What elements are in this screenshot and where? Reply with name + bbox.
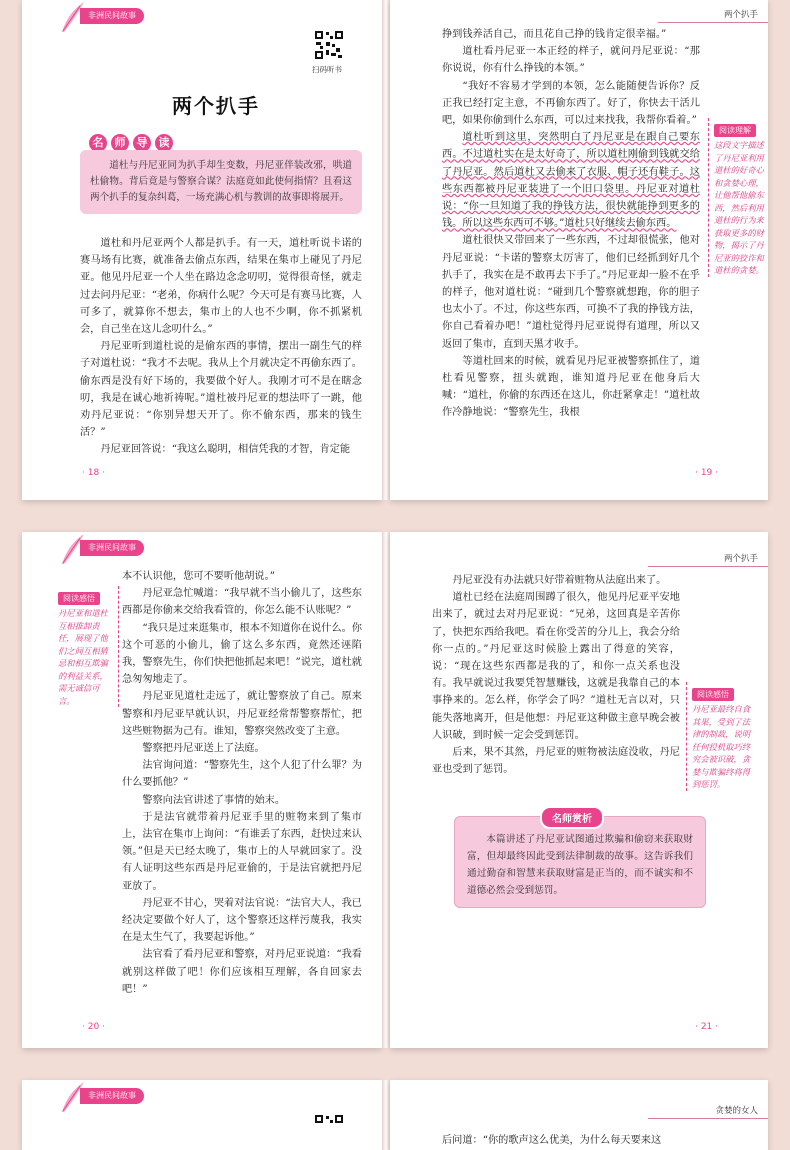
page-22-partial: [22, 1080, 382, 1150]
underlined-text: 道杜听到这里，突然明白了丹尼亚是在跟自己要东西。不过道杜实在是太好奇了，所以道杜刚偷到钱就交给了丹尼亚。然后道杜又去偷来了衣服、帽子还有鞋子。这些东西都被丹尼亚装进了一个旧口袋里。丹尼亚对道杜说：“你一旦知道了我的挣钱方法，很快就能挣到更多的钱。所以这些东西可不够。”道杜只好继续去偷东西。: [442, 132, 700, 230]
page-21-body: [432, 572, 680, 778]
page-number: · 19 ·: [695, 468, 718, 478]
page-number: · 18 ·: [82, 468, 105, 478]
chapter-header: 两个扒手: [658, 8, 768, 23]
qr-label: 扫码听书: [312, 65, 342, 74]
paragraph: 后来，果不其然，丹尼亚的赃物被法庭没收，丹尼亚也受到了惩罚。: [432, 747, 680, 776]
chapter-header: 贪婪的女人: [648, 1104, 768, 1119]
page-18: [22, 0, 382, 500]
page-number: · 21 ·: [695, 1022, 718, 1032]
side-note-text: 这段文字描述了丹尼亚利用道杜的好奇心和贪婪心理，让他帮他偷东西，然后利用道杜的行为来获取更多的财物，揭示了丹尼亚的狡诈和道杜的贪婪。: [714, 140, 764, 275]
side-note-text: 丹尼亚和道杜互相推卸责任，展现了他们之间互相猜忌和相互欺骗的利益关系，需无诚信可言。: [58, 608, 108, 706]
story-title: 两个扒手: [172, 94, 260, 118]
qr-code[interactable]: [314, 30, 344, 60]
side-note-label: 阅读理解: [714, 124, 756, 137]
paragraph: 道杜已经在法庭周围蹲了很久，他见丹尼亚平安地出来了，就过去对丹尼亚说：“兄弟，这回真是辛苦你了，快把东西给我吧。看在你受苦的分儿上，我会分给你一点的。”丹尼亚这时候脸上露出了得意的笑容，说：“现在这些东西都是我的了，和你一点关系也没有。我早就说过我要凭智慧赚钱，这就是我靠自己的本事挣来的。怎么样，你学会了吗？”道杜无言以对，只能失落地离开，但是他想：丹尼亚这种做主意早晚会被人识破，到时候一定会受到惩罚。: [432, 592, 680, 741]
intro-text: 道杜与丹尼亚同为扒手却生变数，丹尼亚伴装改邪，哄道杜偷物。背后竟是与警察合谋？法庭竟如此使何指情？且看这两个扒手的复杂纠葛，一场充满心机与教训的故事即将展开。: [90, 160, 352, 203]
paragraph: 丹尼亚不甘心，哭着对法官说：“法官大人，我已经决定要做个好人了，这个警察还这样污蔑我，我实在是太生气了，我要起诉他。”: [122, 897, 362, 944]
paragraph: 丹尼亚见道杜走远了，就让警察放了自己。原来警察和丹尼亚早就认识，丹尼亚经常帮警察帮忙，把这些赃物据为己有。谁知，警察突然改变了主意。: [122, 691, 362, 737]
paragraph: “我好不容易才学到的本领，怎么能随便告诉你？反正我已经打定主意，不再偷东西了。好了，你快去干活儿吧，如果你偷到什么东西，可以过来找我，我帮你看着。”: [442, 80, 700, 127]
paragraph: 警察向法官讲述了事情的始末。: [142, 794, 286, 806]
badge-char: 师: [110, 133, 130, 153]
paragraph: 于是法官就带着丹尼亚手里的赃物来到了集市上，法官在集市上询问：“有谁丢了东西，赶快过来认领。”但是天已经太晚了，集市上的人早就回家了。没有人证明这些东西是丹尼亚偷的，于是法官就把丹尼亚放了。: [122, 811, 362, 892]
paragraph: 等道杜回来的时候，就看见丹尼亚被警察抓住了，道杜看见警察，扭头就跑，谁知道丹尼亚在他身后大喊：“道杜，你偷的东西还在这儿，你赶紧拿走！”道杜故作冷静地说：“警察先生，我根: [442, 355, 700, 419]
side-note: [708, 118, 766, 277]
page-23-partial: [390, 1080, 768, 1150]
paragraph: 道杜看丹尼亚一本正经的样子，就问丹尼亚说：“那你说说，你有什么挣钱的本领。”: [442, 46, 700, 75]
paragraph: 丹尼亚听到道杜说的是偷东西的事情，摆出一副生气的样子对道杜说：“我才不去呢。我从上个月就决定不再偷东西了。偷东西是没有好下场的，我要做个好人。我刚才可不是在瞎念叨，我是在诚心地祈祷呢。”道杜被丹尼亚的想法吓了一跳，他劝丹尼亚说：“你别异想天开了。你不偷东西，那来的钱生活？”: [80, 341, 362, 439]
side-note: [686, 682, 754, 791]
page-number: · 20 ·: [82, 1022, 105, 1032]
book-header: 非洲民间故事: [80, 8, 144, 24]
summary-label: 名师赏析: [540, 806, 604, 829]
page-23-body: [442, 1132, 732, 1149]
page-19: [390, 0, 768, 500]
paragraph: 法官看了看丹尼亚和警察，对丹尼亚说道：“我看就别这样做了吧！你们应该相互理解，各自回家去吧！”: [122, 949, 362, 995]
book-header: 非洲民间故事: [80, 540, 144, 556]
summary-box: [454, 816, 706, 908]
page-19-body: [442, 26, 700, 422]
paragraph: 丹尼亚急忙喊道：“我早就不当小偷儿了，这些东西都是你偷来交给我看管的，你怎么能不认账呢？”: [122, 588, 362, 617]
page-21: [390, 532, 768, 1048]
side-note-label: 阅读感悟: [692, 688, 734, 701]
paragraph: 道杜和丹尼亚两个人都是扒手。有一天，道杜听说卡诺的赛马场有比赛，就准备去偷点东西，结果在集市上碰见了丹尼亚。他见丹尼亚一个人坐在路边念念叨叨，觉得很奇怪，就走过去问丹尼亚：“老弟，你病什么呢？今天可是有赛马比赛，人可多了，就算你不想去，集市上的人也不少啊，你不抓紧机会，自己坐在这儿念叨什么。”: [80, 238, 362, 336]
intro-box: [80, 150, 362, 214]
book-header: 非洲民间故事: [80, 1088, 144, 1104]
paragraph: 警察把丹尼亚送上了法庭。: [142, 743, 265, 755]
paragraph: 丹尼亚没有办法就只好带着赃物从法庭出来了。: [452, 575, 667, 586]
paragraph: 法官询问道：“警察先生，这个人犯了什么罪？为什么要抓他？”: [122, 760, 362, 789]
paragraph: 本不认识他，您可不要听他胡说。”: [122, 571, 275, 582]
page-20: [22, 532, 382, 1048]
paragraph: 挣到钱养活自己，而且花自己挣的钱肯定很幸福。”: [442, 29, 667, 40]
qr-code[interactable]: [314, 1114, 344, 1144]
page-20-body: [122, 568, 362, 998]
underlined-paragraph: [442, 129, 700, 232]
paragraph: 道杜很快又带回来了一些东西，不过却很慌张，他对丹尼亚说：“卡诺的警察太厉害了，他们已经抓到好几个扒手了，我实在是不敢再去下手了。”丹尼亚却一脸不在乎的样子，他对道杜说：“碰到几个警察就想跑，你的胆子也太小了。不过，你这些东西，可换不了我的挣钱方法，你自己看着办吧！”道杜觉得丹尼亚说得有道理，所以又返回了集市，直到天黑才收手。: [442, 235, 700, 350]
badge-char: 名: [88, 133, 108, 153]
page-18-body: [80, 235, 362, 459]
chapter-header: 两个扒手: [648, 552, 768, 567]
paragraph: “我只是过来逛集市，根本不知道你在说什么。你这个可恶的小偷儿，偷了这么多东西，竟然还诬陷我，警察先生，你们快把他抓起来吧！”说完，道杜就急匆匆地走了。: [122, 622, 362, 686]
paragraph: 丹尼亚回答说：“我这么聪明，相信凭我的才智，肯定能: [100, 444, 351, 456]
badge-char: 导: [132, 133, 152, 153]
side-note-text: 丹尼亚最终自食其果，受到了法律的制裁，说明任何投机取巧终究会被识破，贪婪与欺骗终将得到惩罚。: [692, 704, 751, 789]
badge-char: 读: [154, 133, 174, 153]
summary-text: 本篇讲述了丹尼亚试图通过欺骗和偷窃来获取财富，但却最终因此受到法律制裁的故事。这告诉我们通过勤奋和智慧来获取财富是正当的，而不诚实和不道德必然会受到惩罚。: [467, 834, 693, 896]
side-note: [58, 586, 119, 707]
side-note-label: 阅读感悟: [58, 592, 100, 605]
paragraph: 后问道：“你的歌声这么优美，为什么每天要来这: [442, 1135, 662, 1146]
